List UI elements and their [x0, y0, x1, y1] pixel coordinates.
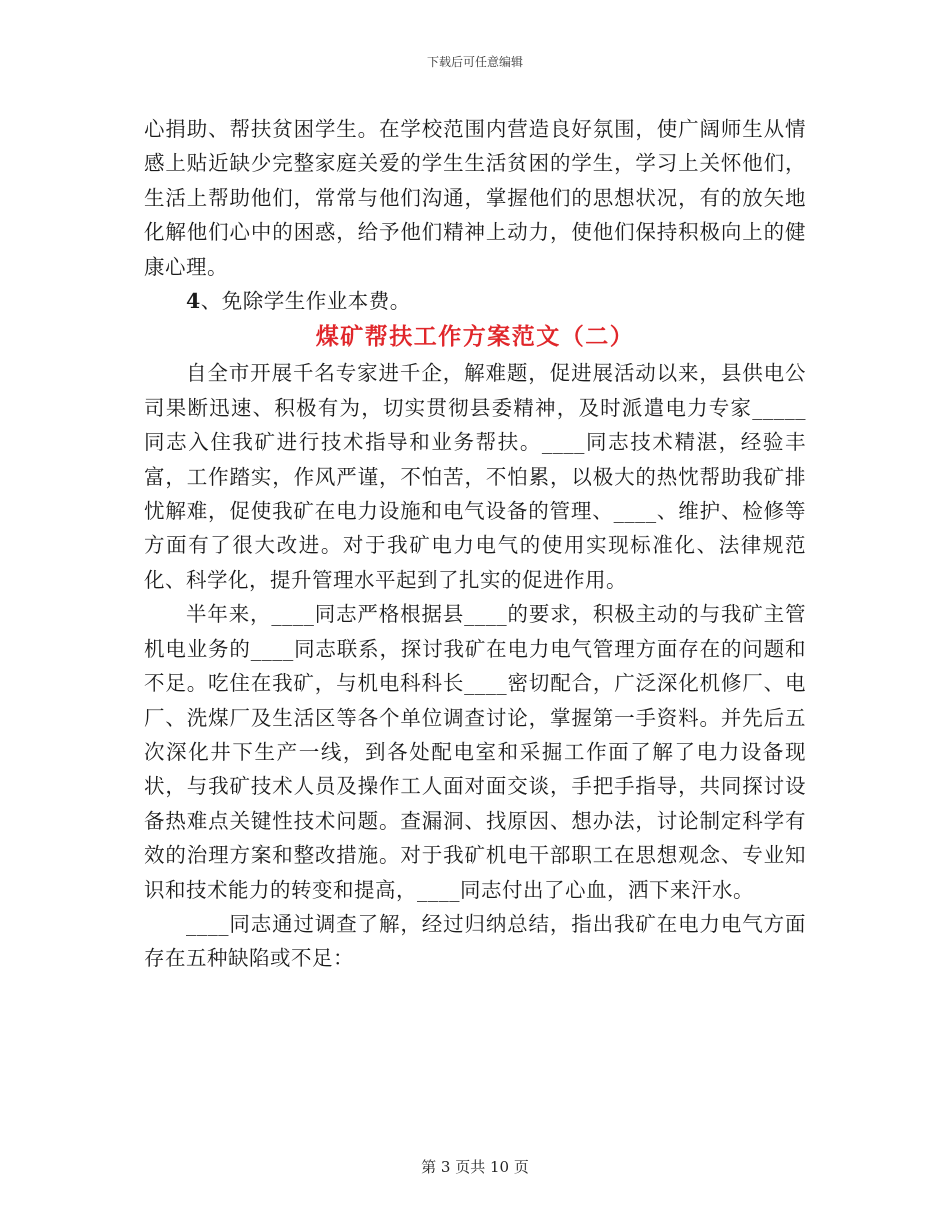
page-header: 下载后可任意编辑 — [426, 55, 523, 69]
paragraph-3: 自全市开展千名专家进千企，解难题，促进展活动以来，县供电公司果断迅速、积极有为，切实贯彻县委精神，及时派遣电力专家_____同志入住我矿进行技术指导和业务帮扶。____同志技术精湛，经验丰富，工作踏实，作风严谨，不怕苦，不怕累，以极大的热忱帮助我矿排忧解难，促使我矿在电力设施和电气设备的管理、____、维护、检修等方面有了很大改进。对于我矿电力电气的使用实现标准化、法律规范化、科学化，提升管理水平起到了扎实的促进作用。 — [144, 361, 806, 592]
paragraph-5: ____同志通过调查了解，经过归纳总结，指出我矿在电力电气方面存在五种缺陷或不足： — [144, 911, 806, 971]
list-number: 4 — [186, 289, 201, 314]
section-title: 煤矿帮扶工作方案范文（二） — [315, 323, 635, 351]
paragraph-2-text: 、免除学生作业本费。 — [200, 289, 411, 314]
document-body — [144, 112, 806, 976]
page-footer: 第 3 页共 10 页 — [421, 1158, 529, 1176]
paragraph-4: 半年来，____同志严格根据县____的要求，积极主动的与我矿主管机电业务的____同志联系，探讨我矿在电力电气管理方面存在的问题和不足。吃住在我矿，与机电科科长____密切配合，广泛深化机修厂、电厂、洗煤厂及生活区等各个单位调查讨论，掌握第一手资料。并先后五次深化井下生产一线，到各处配电室和采掘工作面了解了电力设备现状，与我矿技术人员及操作工人面对面交谈，手把手指导，共同探讨设备热难点关键性技术问题。查漏洞、找原因、想办法，讨论制定科学有效的治理方案和整改措施。对于我矿机电干部职工在思想观念、专业知识和技术能力的转变和提高，____同志付出了心血，洒下来汗水。 — [144, 602, 806, 902]
paragraph-2 — [144, 284, 806, 318]
paragraph-1: 心捐助、帮扶贫困学生。在学校范围内营造良好氛围，使广阔师生从情感上贴近缺少完整家庭关爱的学生生活贫困的学生，学习上关怀他们，生活上帮助他们，常常与他们沟通，掌握他们的思想状况，有的放矢地化解他们心中的困惑，给予他们精神上动力，使他们保持积极向上的健康心理。 — [144, 117, 806, 279]
